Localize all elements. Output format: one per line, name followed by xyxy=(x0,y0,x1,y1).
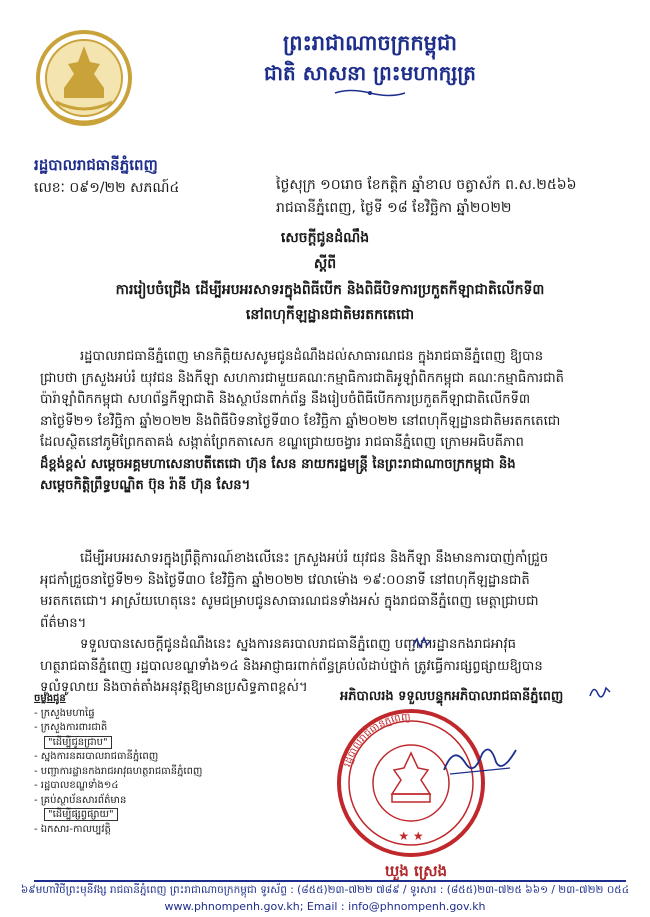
signer-name: ឃួង ស្រេង xyxy=(385,862,448,880)
footer-contact: www.phnompenh.gov.kh; Email : info@phnompenh.gov.kh xyxy=(164,900,486,913)
issuing-authority: រដ្ឋបាលរាជធានីភ្នំពេញ xyxy=(34,156,158,174)
official-seal-icon xyxy=(318,708,504,858)
footer-address: ៦៩មហាវិថីព្រះមុនីវង្ស រាជធានីភ្នំពេញ ព្រះរាជាណាចក្រកម្ពុជា ទូរស័ព្ទ : (៨៥៥)២៣-៧២២ ៧៨៩ / ទូរសារ : (៨៥៥)២៣-៧២៥ ៦៦១ / ២៣-៧២២ ០៥៤ xyxy=(20,884,630,896)
initial-mark-icon xyxy=(412,636,432,650)
cc-recipients xyxy=(34,692,202,837)
phnom-penh-emblem-icon xyxy=(34,28,134,138)
solar-date: រាជធានីភ្នំពេញ, ថ្ងៃទី ១៨ ខែវិច្ឆិកា ឆ្នាំ២០២២ xyxy=(276,200,512,216)
paragraph-line: ជ្រាបថា ក្រសួងអប់រំ យុវជន និងកីឡា សហការជាមួយគណៈកម្មាធិការជាតិអូឡាំពិកកម្ពុជា គណៈកម្មាធិការជាតិ xyxy=(40,370,564,386)
paragraph-line: មរតកតេជោ។ អាស្រ័យហេតុនេះ សូមជម្រាបជូនសាធារណជនទាំងអស់ ក្នុងរាជធានីភ្នំពេញ មេត្តាជ្រាបជា xyxy=(40,594,539,609)
paragraph-line: ទូលំទូលាយ និងចាត់តាំងអនុវត្តឱ្យមានប្រសិទ្ធភាពខ្ពស់។ xyxy=(40,680,308,695)
paragraph-line: ហត្ថរាជធានីភ្នំពេញ រដ្ឋបាលខណ្ឌទាំង១៤ និងអាជ្ញាធរពាក់ព័ន្ធគ្រប់លំដាប់ថ្នាក់ ត្រូវធ្វើការផ្សព្វផ្សាយឱ្យបាន xyxy=(40,658,543,674)
paragraph-line: ប៉ារ៉ាឡាំពិកកម្ពុជា សហព័ន្ធកីឡាជាតិ និងស្ថាប័នពាក់ព័ន្ធ នឹងរៀបចំពិធីបើកការប្រកួតកីឡាជាតិលើកទី៣ xyxy=(40,392,531,407)
lunar-date: ថ្ងៃសុក្រ ១០រោច ខែកត្ដិក ឆ្នាំខាល ចត្វាស័ក ព.ស.២៥៦៦ xyxy=(276,177,577,193)
cc-item: - ក្រសួងមហាផ្ទៃ xyxy=(34,707,95,719)
cc-item: - ក្រសួងការពារជាតិ xyxy=(34,722,108,733)
paragraph-line: រដ្ឋបាលរាជធានីភ្នំពេញ មានកិត្តិយសសូមជូនដំណឹងដល់សាធារណជន ក្នុងរាជធានីភ្នំពេញ ឱ្យបាន xyxy=(80,349,544,364)
cc-item: - រដ្ឋបាលខណ្ឌទាំង១៤ xyxy=(34,780,119,791)
document-type: សេចក្ដីជូនដំណឹង xyxy=(280,230,370,246)
subject-line-2: នៅពហុកីឡដ្ឋានជាតិមរតកតេជោ xyxy=(245,307,415,323)
ornament-divider xyxy=(330,88,410,98)
paragraph-line: ព័ត៌មាន។ xyxy=(40,615,87,631)
seal-text: រដ្ឋបាលរាជធានីភ្នំពេញ xyxy=(342,711,411,769)
kingdom-title: ព្រះរាជាណាចក្រកម្ពុជា xyxy=(282,31,457,55)
paragraph-line: ដ៏ខ្ពង់ខ្ពស់ សម្ដេចអគ្គមហាសេនាបតីតេជោ ហ៊ុន សែន នាយករដ្ឋមន្ត្រី នៃព្រះរាជាណាចក្រកម្ពុជា និង xyxy=(40,456,516,472)
cc-item: - គ្រប់ស្ថាប័នសារព័ត៌មាន xyxy=(34,794,127,806)
paragraph-line: ដែលស្ថិតនៅភូមិព្រែកតាគង់ សង្កាត់ព្រែកតាសេក ខណ្ឌជ្រោយចង្វារ រាជធានីភ្នំពេញ ក្រោមអធិបតីភាព xyxy=(40,435,524,450)
footer-divider xyxy=(34,880,626,882)
signatory-title: អភិបាលរង ទទួលបន្ទុកអភិបាលរាជធានីភ្នំពេញ xyxy=(340,689,564,704)
cc-title: ចម្លងជូន xyxy=(34,693,66,704)
paragraph-line: សម្ដេចកិត្តិព្រឹទ្ធបណ្ឌិត ប៊ុន រ៉ានី ហ៊ុន សែន។ xyxy=(40,478,251,493)
national-motto: ជាតិ សាសនា ព្រះមហាក្សត្រ xyxy=(264,61,476,85)
paragraph-line: នាថ្ងៃទី២១ ខែវិច្ឆិកា ឆ្នាំ២០២២ និងពិធីបិទនាថ្ងៃទី៣០ ខែវិច្ឆិកា ឆ្នាំ២០២២ នៅពហុកីឡដ្ឋានជាតិមរតកតេជោ xyxy=(40,413,561,429)
subject-label: ស្ដីពី xyxy=(313,256,337,272)
body-paragraph-1 xyxy=(40,346,620,497)
body-paragraph-2 xyxy=(40,548,620,634)
svg-text:★ ★: ★ ★ xyxy=(398,829,424,843)
handwritten-signature-icon xyxy=(440,740,520,780)
cc-item: - ឯកសារ-កាលប្បវត្តិ xyxy=(34,823,111,835)
initial-mark-icon xyxy=(588,682,612,702)
paragraph-line: ទទួលបានសេចក្ដីជូនដំណឹងនេះ ស្នងការនគរបាលរាជធានីភ្នំពេញ បញ្ជាការដ្ឋានកងរាជអាវុធ xyxy=(80,637,517,652)
cc-purpose: "ដើម្បីជូនជ្រាប" xyxy=(44,736,112,749)
cc-item: - ស្នងការនគរបាលរាជធានីភ្នំពេញ xyxy=(34,751,159,762)
subject-line-1: ការរៀបចំជ្រើង ដើម្បីអបអរសាទរក្នុងពិធីបើក និងពិធីបិទការប្រកួតកីឡាជាតិលើកទី៣ xyxy=(115,282,545,298)
cc-item: - បញ្ជាការដ្ឋានកងរាជអាវុធហត្ថរាជធានីភ្នំពេញ xyxy=(34,765,203,777)
paragraph-line: ដើម្បីអបអរសាទរក្នុងព្រឹត្តិការណ៍ខាងលើនេះ ក្រសួងអប់រំ យុវជន និងកីឡា នឹងមានការបាញ់កាំជ្រួច xyxy=(80,551,549,566)
cc-purpose: "ដើម្បីផ្សព្វផ្សាយ" xyxy=(44,808,118,821)
paragraph-line: អុជកាំជ្រួចនាថ្ងៃទី២១ និងថ្ងៃទី៣០ ខែវិច្ឆិកា ឆ្នាំ២០២២ វេលាម៉ោង ១៩:០០នាទី នៅពហុកីឡដ្ឋានជាតិ xyxy=(40,572,530,588)
reference-number: លេខៈ ០៩១/២២ សភណ៍៤ xyxy=(34,180,180,196)
